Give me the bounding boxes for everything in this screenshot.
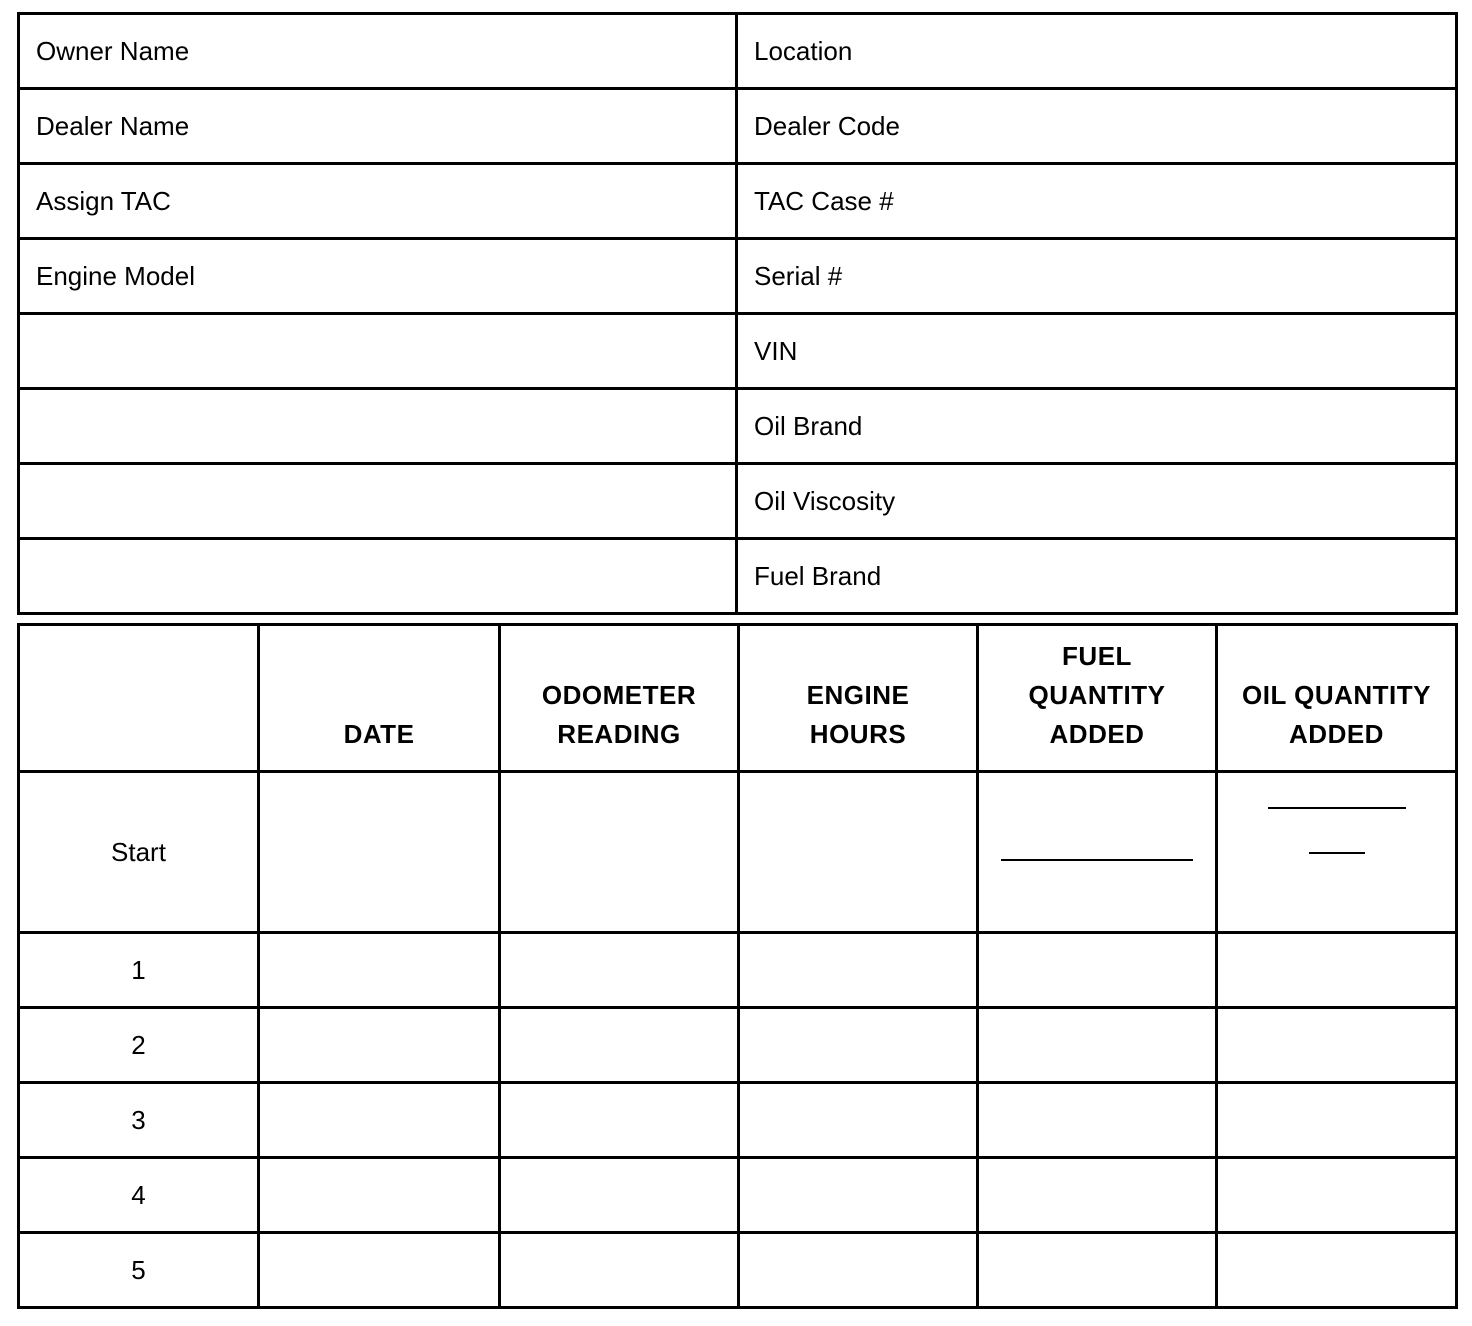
- assign-tac-field[interactable]: Assign TAC: [19, 164, 737, 239]
- header-date-label: DATE: [343, 719, 415, 749]
- row-label: 2: [131, 1029, 146, 1060]
- row-label-cell: [19, 772, 259, 933]
- info-row: [19, 464, 1457, 539]
- header-oil-quantity: [1217, 625, 1457, 772]
- fuel-quantity-cell[interactable]: [978, 1233, 1217, 1308]
- info-row: [19, 239, 1457, 314]
- serial-number-field[interactable]: Serial #: [737, 239, 1457, 314]
- engine-model-field[interactable]: Engine Model: [19, 239, 737, 314]
- info-row: [19, 314, 1457, 389]
- fuel-quantity-cell: [978, 772, 1217, 933]
- oil-blank-line: [1268, 807, 1406, 809]
- header-odometer-label: ODOMETER READING: [541, 680, 697, 749]
- row-label: Start: [111, 836, 166, 867]
- table-row: [19, 772, 1457, 933]
- date-cell[interactable]: [259, 933, 500, 1008]
- row-label: 3: [131, 1104, 146, 1135]
- header-engine-hours: [739, 625, 978, 772]
- oil-quantity-cell[interactable]: [1217, 1083, 1457, 1158]
- date-cell[interactable]: [259, 1233, 500, 1308]
- tac-case-field[interactable]: TAC Case #: [737, 164, 1457, 239]
- odometer-cell[interactable]: [500, 933, 739, 1008]
- log-header-row: [19, 625, 1457, 772]
- table-row: [19, 933, 1457, 1008]
- header-date: [259, 625, 500, 772]
- engine-hours-cell[interactable]: [739, 933, 978, 1008]
- location-field[interactable]: Location: [737, 14, 1457, 89]
- row-label-cell: [19, 1233, 259, 1308]
- engine-hours-cell[interactable]: [739, 1233, 978, 1308]
- oil-quantity-cell[interactable]: [1217, 1158, 1457, 1233]
- blank-field[interactable]: [19, 464, 737, 539]
- fuel-quantity-cell[interactable]: [978, 1083, 1217, 1158]
- oil-quantity-cell: [1217, 772, 1457, 933]
- row-label-cell: [19, 1158, 259, 1233]
- info-row: [19, 539, 1457, 614]
- odometer-cell[interactable]: [500, 1083, 739, 1158]
- engine-hours-cell[interactable]: [739, 1083, 978, 1158]
- info-row: [19, 14, 1457, 89]
- table-row: [19, 1158, 1457, 1233]
- oil-viscosity-field[interactable]: Oil Viscosity: [737, 464, 1457, 539]
- fuel-quantity-cell[interactable]: [978, 1158, 1217, 1233]
- date-cell[interactable]: [259, 1083, 500, 1158]
- owner-name-field[interactable]: Owner Name: [19, 14, 737, 89]
- header-engine-hours-label: ENGINE HOURS: [806, 680, 910, 749]
- row-label: 5: [131, 1254, 146, 1285]
- dealer-code-field[interactable]: Dealer Code: [737, 89, 1457, 164]
- date-cell[interactable]: [259, 772, 500, 933]
- odometer-cell[interactable]: [500, 1158, 739, 1233]
- header-blank-cell: [19, 625, 259, 772]
- row-label-cell: [19, 1083, 259, 1158]
- blank-field[interactable]: [19, 314, 737, 389]
- header-oil-quantity-label: OIL QUANTITY ADDED: [1242, 680, 1431, 749]
- header-fuel-quantity-label: FUEL QUANTITY ADDED: [1028, 641, 1166, 749]
- oil-blank-line-short: [1309, 852, 1365, 854]
- info-row: [19, 89, 1457, 164]
- date-cell[interactable]: [259, 1158, 500, 1233]
- vin-field[interactable]: VIN: [737, 314, 1457, 389]
- fuel-brand-field[interactable]: Fuel Brand: [737, 539, 1457, 614]
- fuel-oil-log-table: [17, 623, 1458, 1309]
- row-label-cell: [19, 933, 259, 1008]
- dealer-name-field[interactable]: Dealer Name: [19, 89, 737, 164]
- fuel-quantity-cell[interactable]: [978, 933, 1217, 1008]
- table-row: [19, 1008, 1457, 1083]
- vehicle-info-table: [17, 12, 1458, 615]
- table-row: [19, 1233, 1457, 1308]
- blank-field[interactable]: [19, 539, 737, 614]
- engine-hours-cell[interactable]: [739, 772, 978, 933]
- oil-brand-field[interactable]: Oil Brand: [737, 389, 1457, 464]
- odometer-cell[interactable]: [500, 1008, 739, 1083]
- odometer-cell[interactable]: [500, 1233, 739, 1308]
- fuel-blank-line: [1001, 859, 1193, 861]
- info-row: [19, 164, 1457, 239]
- oil-blank-lines: [1218, 773, 1455, 854]
- date-cell[interactable]: [259, 1008, 500, 1083]
- odometer-cell[interactable]: [500, 772, 739, 933]
- blank-field[interactable]: [19, 389, 737, 464]
- engine-hours-cell[interactable]: [739, 1008, 978, 1083]
- table-row: [19, 1083, 1457, 1158]
- header-odometer: [500, 625, 739, 772]
- row-label: 4: [131, 1179, 146, 1210]
- header-fuel-quantity: [978, 625, 1217, 772]
- engine-hours-cell[interactable]: [739, 1158, 978, 1233]
- row-label: 1: [131, 954, 146, 985]
- fuel-quantity-cell[interactable]: [978, 1008, 1217, 1083]
- oil-quantity-cell[interactable]: [1217, 933, 1457, 1008]
- row-label-cell: [19, 1008, 259, 1083]
- oil-quantity-cell[interactable]: [1217, 1233, 1457, 1308]
- info-row: [19, 389, 1457, 464]
- oil-quantity-cell[interactable]: [1217, 1008, 1457, 1083]
